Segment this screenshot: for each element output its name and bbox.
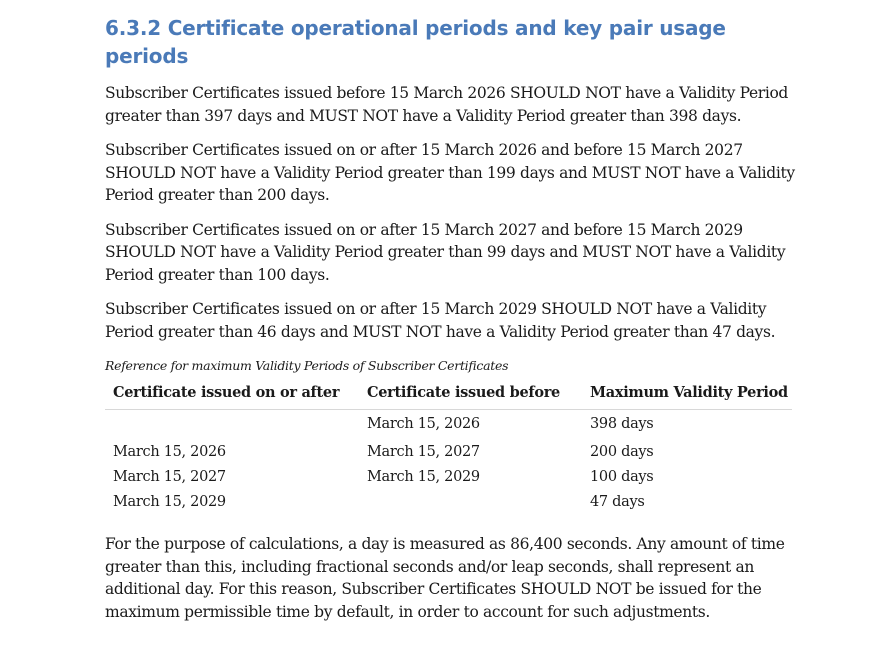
table-row (105, 490, 792, 515)
table-row (105, 440, 792, 465)
header-max-validity: Maximum Validity Period (582, 381, 792, 410)
document-body (105, 14, 805, 623)
paragraph-after-2029: Subscriber Certificates issued on or after 15 March 2029 SHOULD NOT have a Validity Period greater than 46 days and MUST NOT have a Validity Period greater than 47 days. (105, 300, 776, 341)
section-heading: 6.3.2 Certificate operational periods and key pair usage periods (105, 16, 726, 68)
cell-issued-before: March 15, 2029 (367, 469, 480, 485)
cell-issued-on-or-after: March 15, 2026 (113, 444, 226, 460)
validity-period-table (105, 381, 792, 515)
table-row (105, 410, 792, 441)
paragraph-2027-2029: Subscriber Certificates issued on or after 15 March 2027 and before 15 March 2029 SHOULD NOT have a Validity Period greater than 99 days and MUST NOT have a Validity Period greater than 100 days. (105, 220, 786, 284)
header-issued-on-or-after: Certificate issued on or after (105, 381, 359, 410)
table-row (105, 465, 792, 490)
cell-max-validity: 100 days (590, 469, 654, 485)
cell-issued-on-or-after: March 15, 2029 (113, 494, 226, 510)
header-issued-before: Certificate issued before (359, 381, 582, 410)
cell-issued-on-or-after (105, 410, 359, 441)
cell-issued-on-or-after: March 15, 2027 (113, 469, 226, 485)
cell-issued-before: March 15, 2026 (367, 416, 480, 432)
cell-issued-before: March 15, 2027 (367, 444, 480, 460)
cell-max-validity: 47 days (590, 494, 645, 510)
paragraph-before-2026: Subscriber Certificates issued before 15 March 2026 SHOULD NOT have a Validity Period greater than 397 days and MUST NOT have a Validity Period greater than 398 days. (105, 84, 788, 125)
cell-issued-before (359, 490, 582, 515)
cell-max-validity: 200 days (590, 444, 654, 460)
table-header-row (105, 381, 792, 410)
table-caption: Reference for maximum Validity Periods of Subscriber Certificates (105, 358, 509, 373)
paragraph-day-calculation: For the purpose of calculations, a day is measured as 86,400 seconds. Any amount of time greater than this, including fractional seconds and/or leap seconds, shall represent an additional day. For this reason, Subscriber Certificates SHOULD NOT be issued for the maximum permissible time by default, in order to account for such adjustments. (105, 535, 785, 621)
cell-max-validity: 398 days (590, 416, 654, 432)
paragraph-2026-2027: Subscriber Certificates issued on or after 15 March 2026 and before 15 March 2027 SHOULD NOT have a Validity Period greater than 199 days and MUST NOT have a Validity Period greater than 200 days. (105, 141, 795, 204)
